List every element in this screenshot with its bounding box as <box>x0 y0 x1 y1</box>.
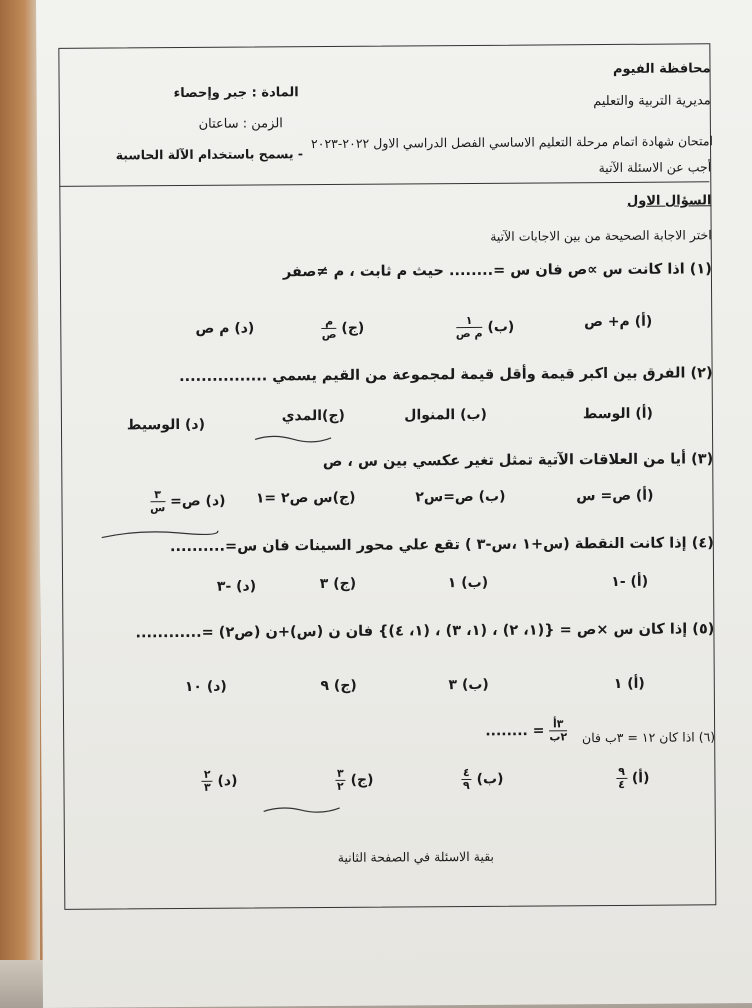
q6-option-b: (ب) $\frac{٤}{٩}$ <box>462 765 504 793</box>
question-2: (٢) الفرق بين اكبر قيمة وأقل قيمة لمجموعة من القيم يسمي ................ <box>179 365 713 386</box>
q3-option-c: (ج)س ص٢ =١ <box>255 489 356 507</box>
desk-surface-left <box>0 0 40 1008</box>
question-3: (٣) أيا من العلاقات الآتية تمثل تغير عكسي بين س ، ص <box>322 451 714 471</box>
section-title: السؤال الاول <box>626 193 712 209</box>
q2-option-d: (د) الوسيط <box>126 416 206 434</box>
q3-option-b: (ب) ص=س٢ <box>415 488 506 506</box>
directorate-label: مديرية التربية والتعليم <box>593 93 711 110</box>
handwritten-underline-q2 <box>253 430 333 445</box>
calculator-note: - يسمح باستخدام الآلة الحاسبة <box>115 146 304 163</box>
q5-option-d: (د) ١٠ <box>184 678 227 695</box>
q3-option-a: (أ) ص= س <box>576 487 654 505</box>
q4-option-a: (أ) -١ <box>611 573 649 590</box>
q6-option-a: (أ) $\frac{٩}{٤}$ <box>618 764 650 791</box>
q3-option-d: (د) ص= $\frac{٣}{\text{س}}$ <box>150 488 226 515</box>
q4-option-d: (د) -٣ <box>216 578 257 595</box>
exam-paper <box>36 0 752 1008</box>
q2-option-a: (أ) الوسط <box>582 405 653 423</box>
q6-option-c: (ج) $\frac{٣}{٢}$ <box>336 766 374 793</box>
q1-option-a: (أ) م+ ص <box>584 313 653 331</box>
q1-option-d: (د) م ص <box>195 320 255 337</box>
question-4: (٤) إذا كانت النقطة (س+١ ،س-٣ ) تقع علي محور السينات فان س=.......... <box>169 535 714 556</box>
q5-option-c: (ج) ٩ <box>320 677 357 695</box>
page-footer-note: بقية الاسئلة في الصفحة الثانية <box>337 848 495 865</box>
question-1: (١) اذا كانت س ∝ص فان س =........ حيث م ثابت ، م ≠صفر <box>282 261 712 281</box>
exam-title: امتحان شهادة اتمام مرحلة التعليم الاساسي الفصل الدراسي الاول ٢٠٢٢-٢٠٢٣ <box>310 133 714 152</box>
question-6: (٦) اذا كان ١٢ = ٣ب فان <box>581 729 716 746</box>
handwritten-underline-q6 <box>262 802 342 817</box>
q5-option-a: (أ) ١ <box>613 675 645 692</box>
q2-option-b: (ب) المنوال <box>404 406 487 424</box>
q1-option-b: (ب) $\frac{١}{\text{م ص}}$ <box>455 313 515 341</box>
q6-expression: $\frac{\text{٣أ}}{\text{٢ب}}$ = ........ <box>485 717 568 744</box>
q4-option-b: (ب) ١ <box>447 574 489 592</box>
q1-option-c: (ج) $\frac{\text{م}}{\text{ص}}$ <box>321 314 365 342</box>
q4-option-c: (ج) ٣ <box>319 575 357 593</box>
q6-option-d: (د) $\frac{٢}{٣}$ <box>203 767 238 794</box>
q2-option-c: (ج)المدي <box>281 407 345 425</box>
subject-label: المادة : جبر وإحصاء <box>173 85 299 102</box>
time-label: الزمن : ساعتان <box>198 116 283 132</box>
question-5: (٥) إذا كان س ×ص = {(١، ٢) ، (١، ٣) ، (١، ٤)} فان ن (س)+ن (ص٢) =............ <box>135 621 715 642</box>
governorate-label: محافظة الفيوم <box>612 61 711 77</box>
section-instruction: اختر الاجابة الصحيحة من بين الاجابات الآتية <box>490 227 712 244</box>
general-instruction: أجب عن الاسئلة الآتية <box>598 159 712 176</box>
q5-option-b: (ب) ٣ <box>448 676 489 694</box>
